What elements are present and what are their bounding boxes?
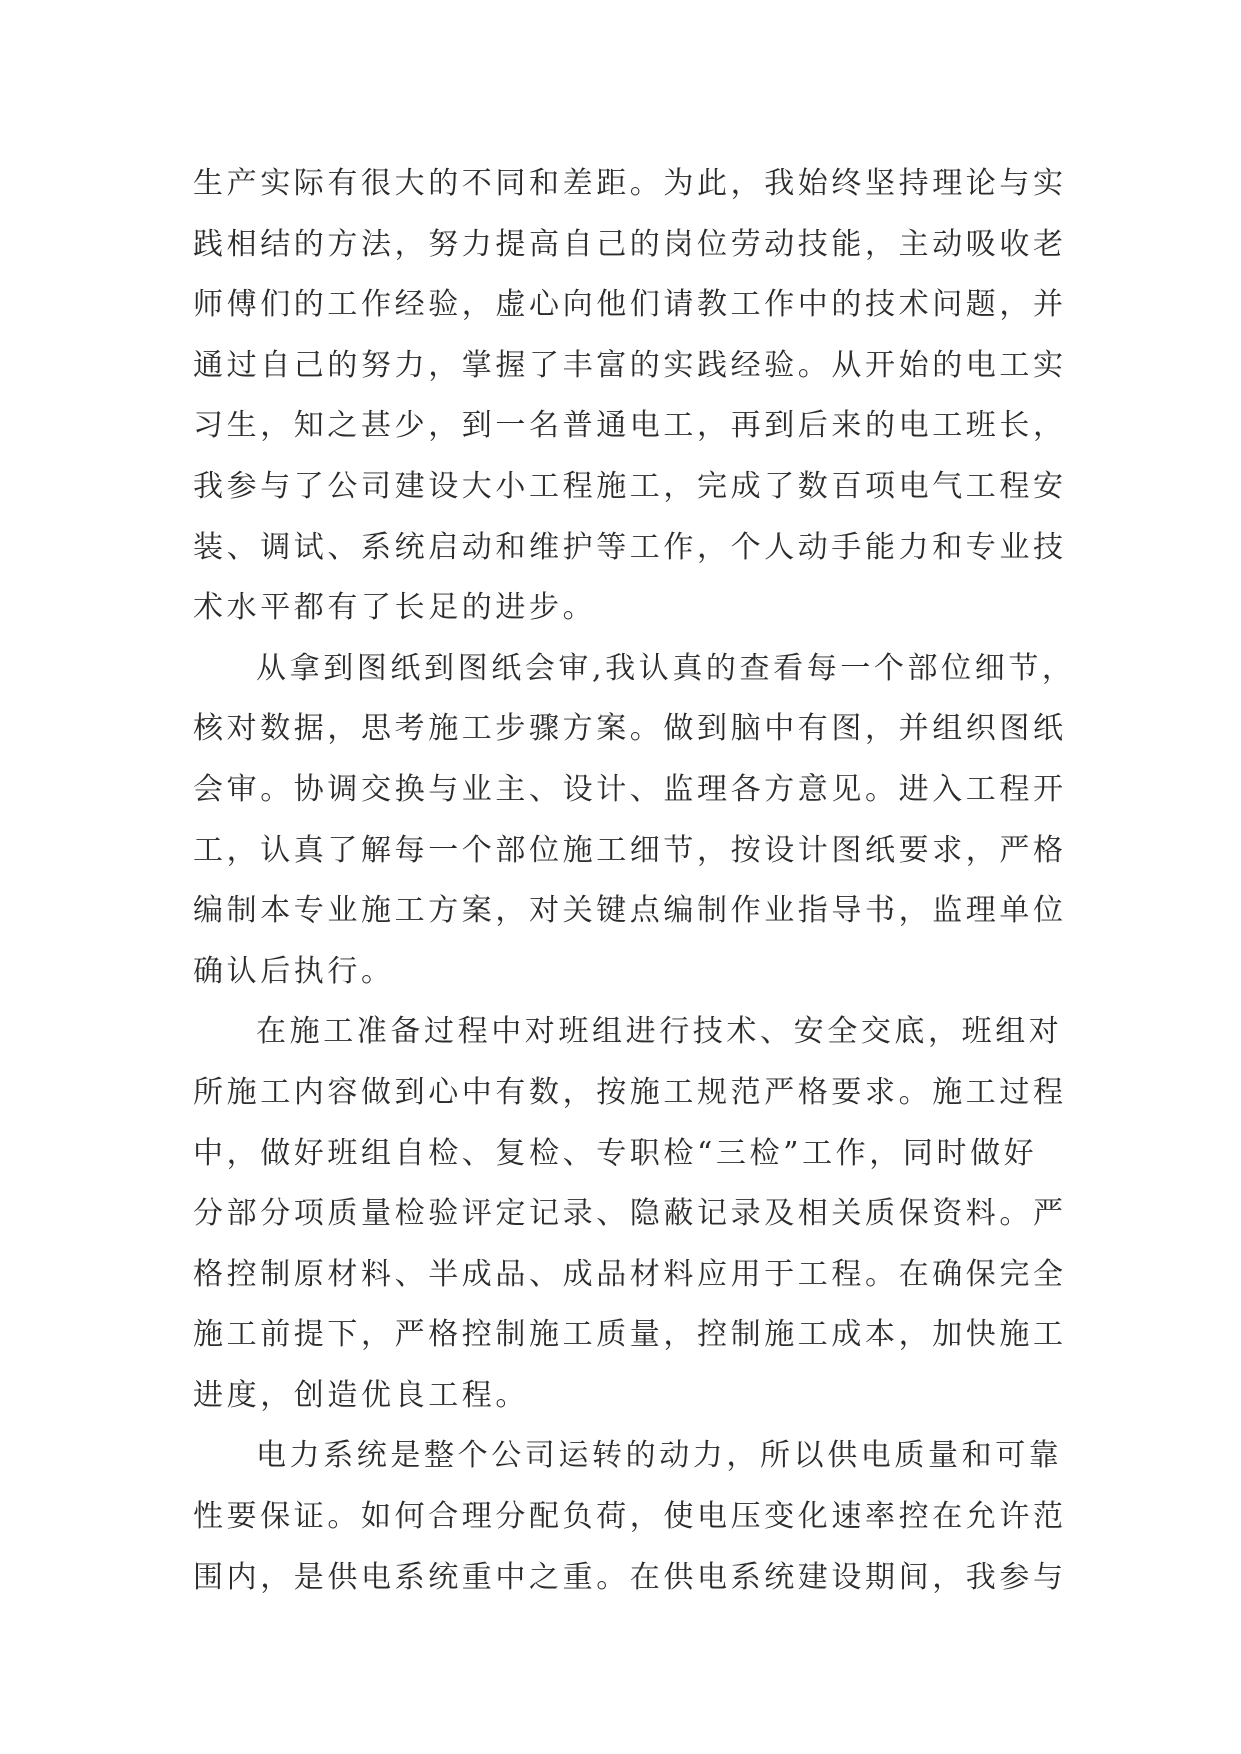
text-line: 生产实际有很大的不同和差距。为此，我始终坚持理论与实	[193, 166, 1067, 201]
text-line: 我参与了公司建设大小工程施工，完成了数百项电气工程安	[193, 468, 1067, 504]
text-line: 性要保证。如何合理分配负荷，使电压变化速率控在允许范	[193, 1499, 1067, 1535]
paragraph-first-line: 电力系统是整个公司运转的动力，所以供电质量和可靠	[256, 1438, 1063, 1474]
text-line: 工，认真了解每一个部位施工细节，按设计图纸要求，严格	[193, 832, 1067, 868]
text-line: 所施工内容做到心中有数，按施工规范严格要求。施工过程	[193, 1074, 1067, 1110]
text-line: 践相结的方法，努力提高自己的岗位劳动技能，主动吸收老	[193, 226, 1067, 262]
text-line: 确认后执行。	[193, 953, 395, 989]
text-line: 中，做好班组自检、复检、专职检“三检”工作，同时做好	[193, 1135, 1038, 1171]
text-line: 围内，是供电系统重中之重。在供电系统建设期间，我参与	[193, 1559, 1067, 1595]
body-text	[193, 154, 1076, 1608]
text-line: 术水平都有了长足的进步。	[193, 590, 597, 626]
text-line: 装、调试、系统启动和维护等工作，个人动手能力和专业技	[193, 529, 1067, 565]
text-line: 编制本专业施工方案，对关键点编制作业指导书，监理单位	[193, 893, 1067, 929]
text-line: 施工前提下，严格控制施工质量，控制施工成本，加快施工	[193, 1317, 1067, 1353]
text-line: 格控制原材料、半成品、成品材料应用于工程。在确保完全	[193, 1256, 1067, 1292]
text-line: 师傅们的工作经验，虚心向他们请教工作中的技术问题，并	[193, 287, 1067, 323]
text-line: 核对数据，思考施工步骤方案。做到脑中有图，并组织图纸	[193, 711, 1067, 747]
text-line: 通过自己的努力，掌握了丰富的实践经验。从开始的电工实	[193, 347, 1067, 383]
text-line: 进度，创造优良工程。	[193, 1377, 529, 1413]
text-line: 分部分项质量检验评定记录、隐蔽记录及相关质保资料。严	[193, 1196, 1067, 1232]
text-line: 会审。协调交换与业主、设计、监理各方意见。进入工程开	[193, 771, 1067, 807]
paragraph-first-line: 在施工准备过程中对班组进行技术、安全交底，班组对	[256, 1014, 1063, 1050]
paragraph-first-line: 从拿到图纸到图纸会审,我认真的查看每一个部位细节，	[256, 650, 1076, 686]
text-line: 习生，知之甚少，到一名普通电工，再到后来的电工班长，	[193, 408, 1067, 444]
